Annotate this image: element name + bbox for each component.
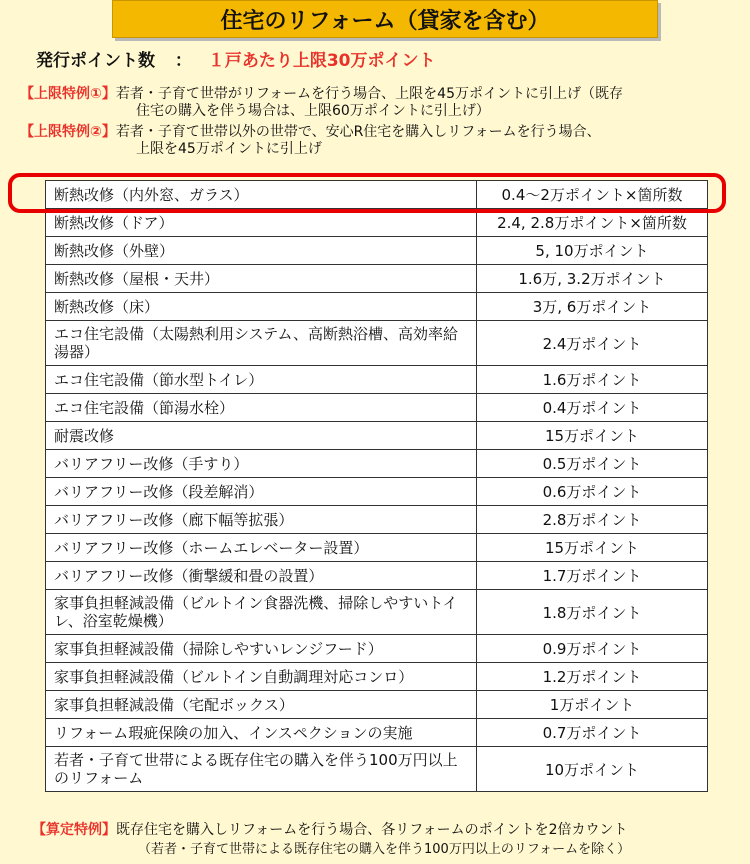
table-cell-points: 0.4万ポイント (477, 394, 708, 422)
calculation-special-case (32, 819, 628, 839)
special-case-2-line1: 若者・子育て世帯以外の世帯で、安心R住宅を購入しリフォームを行う場合、 (115, 124, 601, 140)
table-cell-item: バリアフリー改修（廊下幅等拡張） (46, 506, 477, 534)
table-row (46, 719, 708, 747)
table-cell-item: 耐震改修 (46, 422, 477, 450)
special-case-1 (20, 86, 623, 120)
table-row (46, 321, 708, 366)
table-cell-points: 0.5万ポイント (477, 450, 708, 478)
table-row (46, 747, 708, 792)
calculation-special-text: 既存住宅を購入しリフォームを行う場合、各リフォームのポイントを2倍カウント (116, 822, 628, 838)
table-cell-points: 15万ポイント (477, 534, 708, 562)
table-row (46, 534, 708, 562)
table-cell-item: バリアフリー改修（手すり） (46, 450, 477, 478)
points-table (45, 180, 708, 792)
table-cell-points: 15万ポイント (477, 422, 708, 450)
issue-points-label: 発行ポイント数 (36, 51, 155, 71)
table-cell-item: 断熱改修（ドア） (46, 209, 477, 237)
table-cell-item: 若者・子育て世帯による既存住宅の購入を伴う100万円以上のリフォーム (46, 747, 477, 792)
table-row (46, 265, 708, 293)
table-row (46, 635, 708, 663)
table-cell-item: エコ住宅設備（節水型トイレ） (46, 366, 477, 394)
table-cell-points: 0.4～2万ポイント×箇所数 (477, 181, 708, 209)
table-cell-item: 断熱改修（外壁） (46, 237, 477, 265)
table-cell-points: 2.4万ポイント (477, 321, 708, 366)
table-row (46, 450, 708, 478)
table-row (46, 663, 708, 691)
table-row (46, 394, 708, 422)
table-row (46, 209, 708, 237)
special-case-2 (20, 124, 601, 158)
table-cell-item: エコ住宅設備（節湯水栓） (46, 394, 477, 422)
special-case-1-tag: 【上限特例①】 (20, 86, 116, 102)
table-cell-points: 1万ポイント (477, 691, 708, 719)
special-case-2-line2: 上限を45万ポイントに引上げ (136, 141, 322, 157)
table-cell-points: 2.8万ポイント (477, 506, 708, 534)
table-row (46, 181, 708, 209)
table-cell-points: 2.4, 2.8万ポイント×箇所数 (477, 209, 708, 237)
table-cell-points: 0.6万ポイント (477, 478, 708, 506)
table-cell-item: 断熱改修（屋根・天井） (46, 265, 477, 293)
table-cell-item: 家事負担軽減設備（宅配ボックス） (46, 691, 477, 719)
table-cell-item: リフォーム瑕疵保険の加入、インスペクションの実施 (46, 719, 477, 747)
table-row (46, 562, 708, 590)
table-cell-item: 断熱改修（床） (46, 293, 477, 321)
table-cell-points: 1.6万ポイント (477, 366, 708, 394)
table-row (46, 590, 708, 635)
table-row (46, 506, 708, 534)
table-cell-points: 1.6万, 3.2万ポイント (477, 265, 708, 293)
page-title: 住宅のリフォーム（貸家を含む） (112, 0, 658, 38)
issue-points-colon: ： (174, 51, 192, 71)
table-cell-points: 0.7万ポイント (477, 719, 708, 747)
table-row (46, 237, 708, 265)
table-cell-item: 断熱改修（内外窓、ガラス） (46, 181, 477, 209)
table-cell-points: 0.9万ポイント (477, 635, 708, 663)
table-row (46, 366, 708, 394)
calculation-special-tag: 【算定特例】 (32, 822, 116, 838)
table-cell-item: 家事負担軽減設備（ビルトイン食器洗機、掃除しやすいトイレ、浴室乾燥機） (46, 590, 477, 635)
table-cell-item: 家事負担軽減設備（ビルトイン自動調理対応コンロ） (46, 663, 477, 691)
table-cell-item: バリアフリー改修（段差解消） (46, 478, 477, 506)
table-cell-points: 1.7万ポイント (477, 562, 708, 590)
calculation-special-note: （若者・子育て世帯による既存住宅の購入を伴う100万円以上のリフォームを除く） (138, 842, 631, 857)
table-cell-item: エコ住宅設備（太陽熱利用システム、高断熱浴槽、高効率給湯器） (46, 321, 477, 366)
table-cell-item: バリアフリー改修（ホームエレベーター設置） (46, 534, 477, 562)
table-row (46, 293, 708, 321)
table-cell-points: 3万, 6万ポイント (477, 293, 708, 321)
table-cell-points: 1.8万ポイント (477, 590, 708, 635)
special-case-1-line1: 若者・子育て世帯がリフォームを行う場合、上限を45万ポイントに引上げ（既存 (115, 86, 623, 102)
issue-points-value: １戸あたり上限30万ポイント (207, 51, 436, 71)
table-cell-points: 10万ポイント (477, 747, 708, 792)
table-row (46, 691, 708, 719)
table-cell-item: 家事負担軽減設備（掃除しやすいレンジフード） (46, 635, 477, 663)
special-case-1-line2: 住宅の購入を伴う場合は、上限60万ポイントに引上げ） (136, 103, 490, 119)
table-row (46, 422, 708, 450)
table-cell-points: 5, 10万ポイント (477, 237, 708, 265)
table-cell-item: バリアフリー改修（衝撃緩和畳の設置） (46, 562, 477, 590)
table-cell-points: 1.2万ポイント (477, 663, 708, 691)
issue-points-line (36, 46, 436, 71)
table-row (46, 478, 708, 506)
special-case-2-tag: 【上限特例②】 (20, 124, 116, 140)
